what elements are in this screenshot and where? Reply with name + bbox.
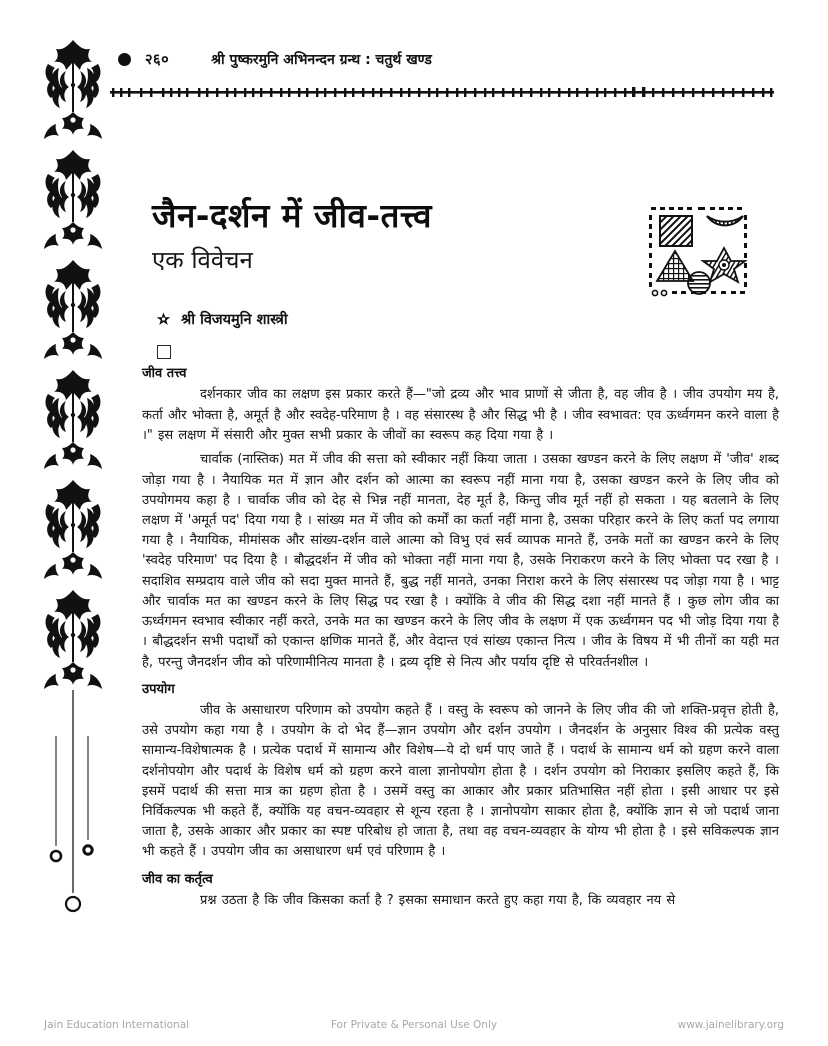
paragraph: चार्वाक (नास्तिक) मत में जीव की सत्ता को स्वीकार नहीं किया जाता । उसका खण्डन करने के लिए लक्षण में 'जीव' शब्द जोड़ा गया है । नैयायिक मत में ज्ञान और दर्शन को आत्मा का स्वरूप नहीं माना गया है, उसका खण्डन करने के लिए जीव को उपयोगमय कहा है । चार्वाक जीव को देह से भिन्न नहीं मानता, देह मूर्त है, किन्तु जीव मूर्त नहीं हो सकता । यह बतलाने के लिए लक्षण में 'अमूर्त पद' दिया गया है । सांख्य मत में जीव को कर्मों का कर्ता नहीं माना है, उसका परिहार करने के लिए कर्ता पद लगाया गया है । नैयायिक, मीमांसक और सांख्य-दर्शन वाले आत्मा को विभु एवं सर्व व्यापक मानते हैं, उनके मतों का खण्डन करने के लिए 'स्वदेह परिमाण' पद दिया है । बौद्धदर्शन में जीव को भोक्ता नहीं माना गया है, उसके निराकरण करने के लिए भोक्ता पद रखा है । सदाशिव सम्प्रदाय वाले जीव को सदा मुक्त मानते हैं, बुद्ध नहीं मानते, उनका निराश करने के लिए संसारस्थ पद जोड़ा गया है । भाट्ट और चार्वाक मत का खण्डन करने के लिए सिद्ध पद रखा है । क्योंकि वे जीव की सिद्ध दशा नहीं मानते हैं । कुछ लोग जीव का ऊर्ध्वगमन स्वभाव स्वीकार नहीं करते, उनके मत का खण्डन करने के लिए जीव के लक्षण में एक ऊर्ध्वगमन पद भी जोड़ दिया गया है । बौद्धदर्शन सभी पदार्थों को एकान्त क्षणिक मानते हैं, और वेदान्त एवं सांख्य एकान्त नित्य । जीव के विषय में भी तीनों का यही मत है, परन्तु जैनदर्शन जीव को परिणामीनित्य मानता है । द्रव्य दृष्टि से नित्य और पर्याय दृष्टि से परिवर्तनशील । <box>142 452 779 670</box>
paragraph: प्रश्न उठता है कि जीव किसका कर्ता है ? इसका समाधान करते हुए कहा गया है, कि व्यवहार नय से <box>200 892 676 908</box>
author-name: श्री विजयमुनि शास्त्री <box>181 312 288 328</box>
floral-arabesque-border <box>42 38 104 698</box>
author-byline <box>156 309 288 329</box>
section-heading: जीव का कर्तृत्व <box>142 871 213 887</box>
ornament-unit <box>42 368 104 478</box>
triangle-motif <box>657 251 693 281</box>
section-heading: उपयोग <box>142 681 175 697</box>
six-pointed-star-bullet-icon <box>156 312 171 327</box>
crescent-motif <box>707 216 743 225</box>
section-heading: जीव तत्त्व <box>142 366 187 381</box>
tassel-lines-with-circles <box>42 690 104 930</box>
ornament-unit <box>42 588 104 698</box>
paragraph: जीव के असाधारण परिणाम को उपयोग कहते हैं । वस्तु के स्वरूप को जानने के लिए जीव की जो शक्ति-प्रवृत्त होती है, उसे उपयोग कहा गया है । उपयोग के दो भेद हैं—ज्ञान उपयोग और दर्शन उपयोग । जैनदर्शन के अनुसार विश्व की प्रत्येक वस्तु सामान्य-विशेषात्मक है । प्रत्येक पदार्थ में सामान्य और विशेष—ये दो धर्म पाए जाते हैं । पदार्थ के सामान्य धर्म को ग्रहण करने वाला दर्शनोपयोग और पदार्थ के विशेष धर्म को ग्रहण करने वाला ज्ञानोपयोग होता है । दर्शन उपयोग को निराकार इसलिए कहते हैं, कि इसमें पदार्थ की सत्ता मात्र का ग्रहण होता है । उसमें वस्तु का आकार और प्रकार प्रतिभासित नहीं होता । इसी आधार पर इसे निर्विकल्पक भी कहते हैं, क्योंकि यह वचन-व्यवहार से शून्य रहता है । ज्ञानोपयोग साकार होता है, क्योंकि ज्ञान से जो पदार्थ जाना जाता है, उसके आकार और प्रकार का स्पष्ट परिबोध हो जाता है, तथा वह वचन-व्यवहार के योग्य भी होता है । इसे सविकल्पक ज्ञान भी कहते हैं । उपयोग जीव का असाधारण धर्म एवं परिणाम है । <box>142 702 779 860</box>
six-pointed-star-motif <box>703 248 745 282</box>
footer-left-text: Jain Education International <box>44 1019 190 1031</box>
ornament-unit <box>42 258 104 368</box>
geometric-emblem-box <box>643 203 755 301</box>
page-number: २६० <box>145 52 170 68</box>
filled-circle-bullet-icon <box>118 53 131 66</box>
striped-circle-motif <box>688 272 710 294</box>
cross-dot-divider-rule <box>110 84 778 97</box>
page-header <box>118 46 778 72</box>
ornament-unit <box>42 148 104 258</box>
open-square-marker-icon <box>157 345 171 359</box>
paragraph: दर्शनकार जीव का लक्षण इस प्रकार करते हैं—"जो द्रव्य और भाव प्राणों से जीता है, वह जीव है । जीव उपयोग मय है, कर्ता और भोक्ता है, अमूर्त है और स्वदेह-परिमाण है । वह संसारस्थ है और सिद्ध भी है । जीव स्वभावत: एव ऊर्ध्वगमन करने वाला है ।" इस लक्षण में संसारी और मुक्त सभी प्रकार के जीवों का स्वरूप कह दिया गया है । <box>142 387 779 444</box>
ornament-unit <box>42 478 104 588</box>
article-subtitle: एक विवेचन <box>152 246 253 274</box>
hatched-square-motif <box>660 216 692 246</box>
footer-center-text: For Private & Personal Use Only <box>330 1019 498 1031</box>
footer-right-text: www.jainelibrary.org <box>677 1019 784 1031</box>
running-title: श्री पुष्करमुनि अभिनन्दन ग्रन्थ : चतुर्थ खण्ड <box>211 51 432 68</box>
body-text-column <box>142 366 779 915</box>
article-title: जैन-दर्शन में जीव-तत्त्व <box>152 196 432 235</box>
ornament-unit <box>42 38 104 148</box>
page-footer <box>0 1014 828 1036</box>
